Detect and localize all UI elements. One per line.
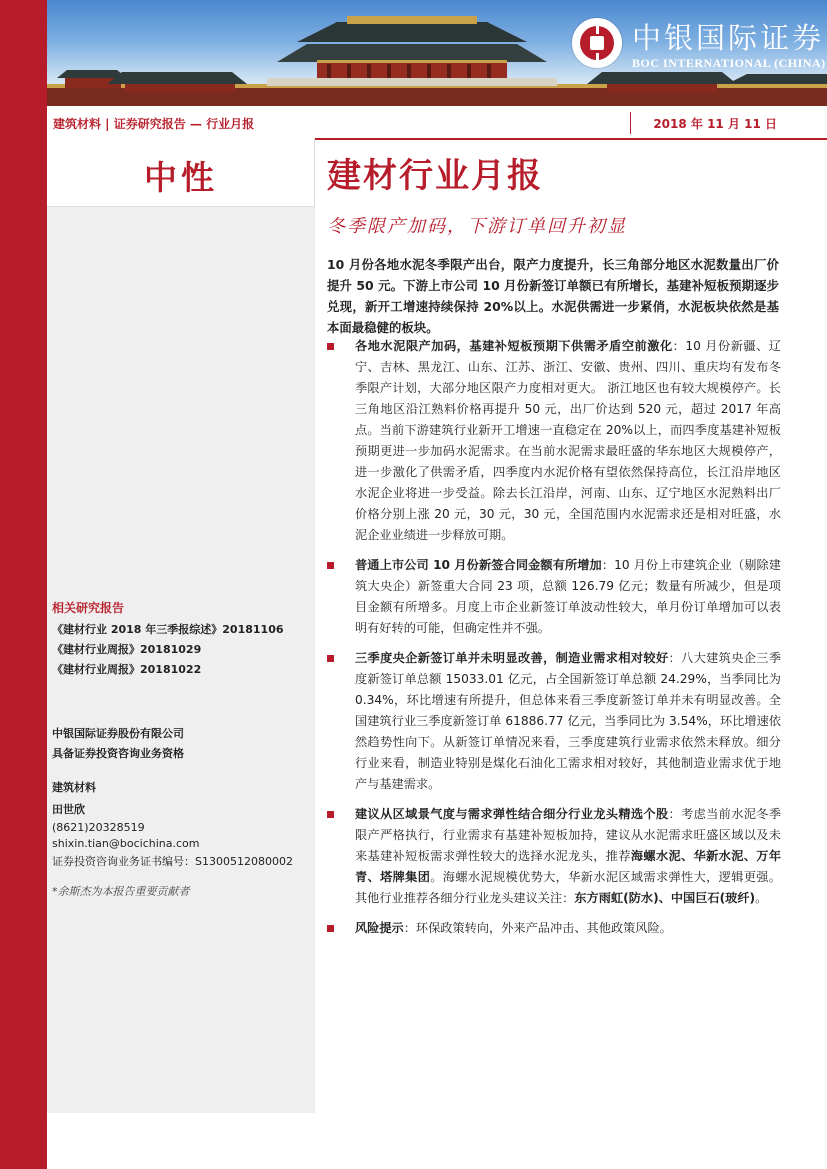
- key-point-body: ：10 月份新疆、辽宁、吉林、黑龙江、山东、江苏、浙江、安徽、贵州、四川、重庆均有发布冬季限产计划，大部分地区限产力度相对更大。 浙江地区也有较大规模停产。长三角地区沿江熟料价格再提升 50 元，出厂价达到 520 元，超过 2017 年高点。当前下游建筑行业新开工增速一直稳定在 20%以上，而四季度基建补短板预期更进一步加码水泥需求。在当前水泥需求最旺盛的华东地区大规模停产，进一步激化了供需矛盾，四季度内水泥价格有望依然保持高位，长江沿岸地区水泥企业将进一步受益。除去长江沿岸，河南、山东、辽宁地区水泥熟料出厂价格分别上涨 20 元，30 元，30 元，全国范围内水泥需求还是相对旺盛，水泥企业业绩进一步释放可期。: [355, 339, 781, 542]
- brand-name-en: BOC INTERNATIONAL (CHINA): [632, 56, 826, 70]
- report-title: 建材行业月报: [327, 156, 543, 196]
- key-point-body: ：环保政策转向，外来产品冲击、其他政策风险。: [403, 921, 672, 935]
- key-point-lead: 各地水泥限产加码，基建补短板预期下供需矛盾空前激化: [355, 339, 673, 353]
- key-points-list: [327, 336, 781, 948]
- bullet-square-icon: [327, 925, 334, 932]
- key-point: [327, 336, 781, 546]
- key-point: [327, 648, 781, 795]
- related-reports-title: 相关研究报告: [52, 601, 125, 615]
- sector-label: 建筑材料: [52, 781, 96, 794]
- report-subheader: [47, 108, 827, 140]
- analyst-name: 田世欣: [52, 803, 85, 816]
- summary-paragraph: 10 月份各地水泥冬季限产出台，限产力度提升，长三角部分地区水泥数量出厂价提升 50 元。下游上市公司 10 月份新签订单额已有所增长，基建补短板预期逐步兑现，新开工增速持续保持 20%以上。水泥供需进一步紧俏，水泥板块依然是基本面最稳健的板块。: [327, 257, 779, 335]
- bullet-square-icon: [327, 562, 334, 569]
- analyst-phone: (8621)20328519: [52, 821, 145, 834]
- company-qualification: 具备证券投资咨询业务资格: [52, 747, 184, 760]
- key-point: [327, 804, 781, 909]
- key-point: [327, 555, 781, 639]
- bullet-square-icon: [327, 811, 334, 818]
- brand-logo: [572, 14, 826, 74]
- key-point-end: 。: [755, 891, 768, 905]
- analyst-email[interactable]: shixin.tian@bocichina.com: [52, 837, 200, 850]
- rating-box: [47, 138, 315, 207]
- subheader-divider: [630, 112, 631, 134]
- key-point: [327, 918, 781, 939]
- related-report-item[interactable]: 《建材行业周报》20181029: [52, 643, 202, 656]
- related-report-item[interactable]: 《建材行业周报》20181022: [52, 663, 202, 676]
- key-point-lead: 建议从区域景气度与需求弹性结合细分行业龙头精选个股: [355, 807, 669, 821]
- key-point-lead: 风险提示: [355, 921, 404, 935]
- key-point-lead: 普通上市公司 10 月份新签合同金额有所增加: [355, 558, 602, 572]
- left-accent-bar: [0, 0, 47, 1169]
- breadcrumb: 建筑材料 | 证券研究报告 — 行业月报: [53, 117, 255, 131]
- recommended-stocks: 海螺水泥、华新水泥、万年青、塔牌集团: [355, 849, 781, 884]
- analyst-license: 证券投资咨询业务证书编号：S1300512080002: [52, 855, 293, 868]
- bullet-square-icon: [327, 655, 334, 662]
- key-point-body: ：考虑当前水泥冬季限产严格执行，行业需求有基建补短板加持，建议从水泥需求旺盛区域以及未来基建补短板需求弹性较大的选择水泥龙头，推荐: [355, 807, 782, 863]
- bullet-square-icon: [327, 343, 334, 350]
- rating-label: 中性: [144, 158, 218, 197]
- report-date: 2018 年 11 月 11 日: [653, 117, 777, 131]
- header-banner: [47, 0, 827, 106]
- brand-name-cn: 中银国际证券: [632, 21, 825, 55]
- watch-stocks: 东方雨虹(防水)、中国巨石(玻纤): [574, 891, 756, 905]
- key-point-body: ：10 月份上市建筑企业（剔除建筑大央企）新签重大合同 23 项，总额 126.79 亿元；数量有所减少，但是项目金额有所增多。月度上市企业新签订单波动性较大，单月份订单增加可以表明有好转的可能，但确定性并不强。: [355, 558, 781, 635]
- boc-logo-icon: [572, 18, 622, 68]
- company-name: 中银国际证券股份有限公司: [52, 727, 184, 740]
- report-subtitle: 冬季限产加码，下游订单回升初显: [327, 216, 627, 237]
- key-point-body: ：八大建筑央企三季度新签订单总额 15033.01 亿元，占全国新签订单总额 24.29%，当季同比为 0.34%，环比增速有所提升，但总体来看三季度新签订单并未有明显改善。全国建筑行业三季度新签订单 61886.77 亿元，当季同比为 3.54%，环比增速依然趋势性向下。从新签订单情况来看，三季度建筑行业需求依然未释放。细分行业来看，制造业特别是煤化石油化工需求相对较好，其他制造业需求优于地产与基建需求。: [355, 651, 782, 791]
- related-report-item[interactable]: 《建材行业 2018 年三季报综述》20181106: [52, 623, 284, 636]
- contributor-note: *余斯杰为本报告重要贡献者: [52, 885, 190, 898]
- sidebar: [47, 138, 315, 1113]
- key-point-body-cont: 。海螺水泥规模优势大，华新水泥区域需求弹性大，逻辑更强。其他行业推荐各细分行业龙头建议关注：: [355, 870, 782, 905]
- key-point-lead: 三季度央企新签订单并未明显改善，制造业需求相对较好: [355, 651, 669, 665]
